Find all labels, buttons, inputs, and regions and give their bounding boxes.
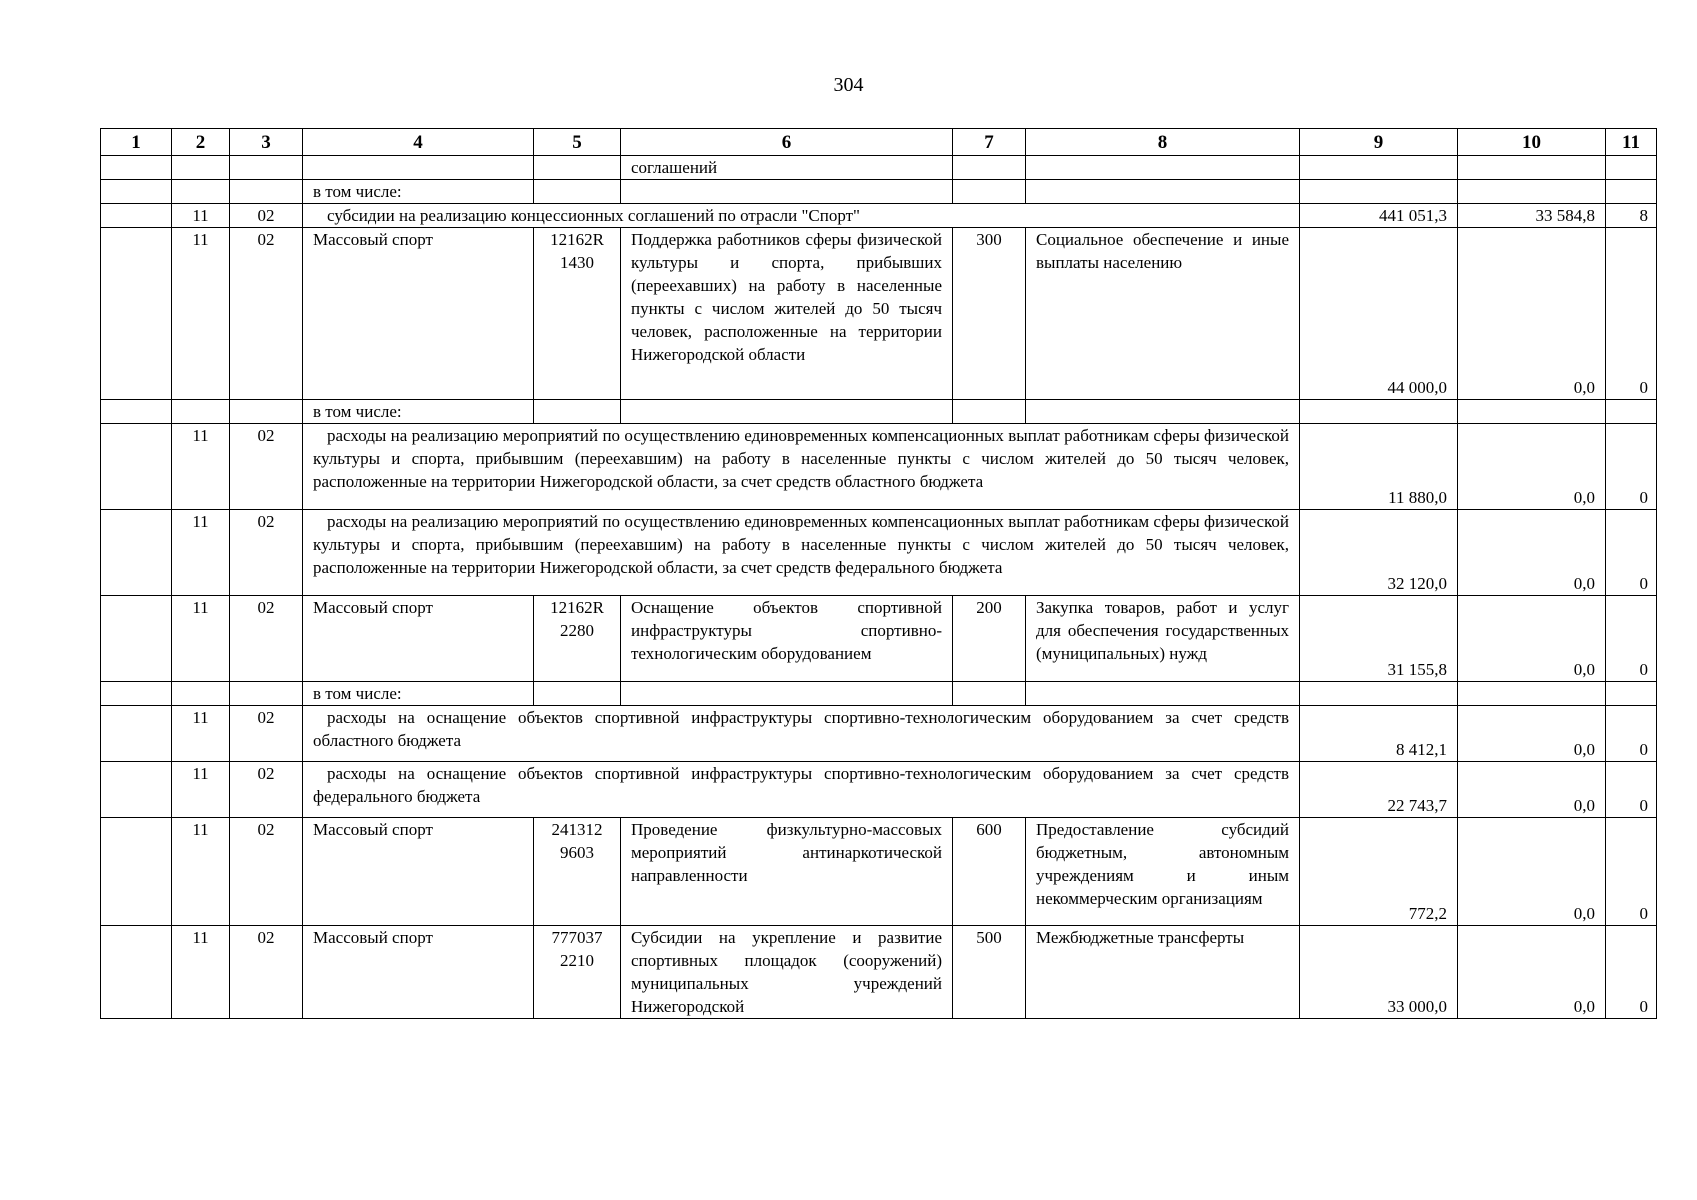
- header-cell: 10: [1458, 129, 1606, 156]
- cell-empty: [101, 818, 172, 926]
- cell-amount: 0: [1606, 818, 1657, 926]
- cell-amount: 0,0: [1458, 424, 1606, 510]
- cell-section: 11: [172, 424, 230, 510]
- cell-section: 11: [172, 228, 230, 400]
- cell-name: Массовый спорт: [303, 926, 534, 1019]
- table-row: [101, 510, 1657, 596]
- cell-amount: 44 000,0: [1300, 228, 1458, 400]
- cell-empty: [1026, 180, 1300, 204]
- cell-expense-type: 500: [953, 926, 1026, 1019]
- cell-expense-type: 300: [953, 228, 1026, 400]
- cell-description: соглашений: [621, 156, 953, 180]
- header-cell: 7: [953, 129, 1026, 156]
- cell-description: Проведение физкультурно-массовых мероприятий антинаркотической направленности: [621, 818, 953, 926]
- table-row: [101, 706, 1657, 762]
- cell-amount: 11 880,0: [1300, 424, 1458, 510]
- header-cell: 3: [230, 129, 303, 156]
- cell-section: 11: [172, 818, 230, 926]
- cell-empty: [1606, 682, 1657, 706]
- table-row: [101, 180, 1657, 204]
- cell-subsection: 02: [230, 926, 303, 1019]
- cell-name: Массовый спорт: [303, 596, 534, 682]
- cell-empty: [1458, 400, 1606, 424]
- cell-amount: 33 584,8: [1458, 204, 1606, 228]
- cell-amount: 0,0: [1458, 596, 1606, 682]
- cell-subsection: 02: [230, 204, 303, 228]
- table-row: [101, 400, 1657, 424]
- cell-empty: [534, 682, 621, 706]
- table-row: [101, 228, 1657, 400]
- cell-name: Массовый спорт: [303, 818, 534, 926]
- cell-empty: [172, 180, 230, 204]
- cell-empty: [1026, 682, 1300, 706]
- cell-amount: 0,0: [1458, 510, 1606, 596]
- cell-empty: [621, 180, 953, 204]
- cell-description: Поддержка работников сферы физической культуры и спорта, прибывших (переехавших) на работу в населенные пункты с числом жителей до 50 тысяч человек, расположенные на территории Нижегородской области: [621, 228, 953, 400]
- cell-expense-description: расходы на оснащение объектов спортивной инфраструктуры спортивно-технологическим оборудованием за счет средств федерального бюджета: [303, 762, 1300, 818]
- cell-empty: [1458, 682, 1606, 706]
- cell-amount: 0: [1606, 228, 1657, 400]
- cell-empty: [1026, 400, 1300, 424]
- cell-amount: 772,2: [1300, 818, 1458, 926]
- cell-subsection: 02: [230, 510, 303, 596]
- cell-empty: [1300, 180, 1458, 204]
- cell-subsection: 02: [230, 706, 303, 762]
- cell-expense-type-name: Закупка товаров, работ и услуг для обеспечения государственных (муниципальных) нужд: [1026, 596, 1300, 682]
- header-cell: 5: [534, 129, 621, 156]
- cell-amount: 8: [1606, 204, 1657, 228]
- cell-amount: 0,0: [1458, 762, 1606, 818]
- cell-empty: [172, 682, 230, 706]
- cell-empty: [303, 156, 534, 180]
- cell-amount: 0: [1606, 510, 1657, 596]
- header-cell: 9: [1300, 129, 1458, 156]
- cell-empty: [101, 762, 172, 818]
- cell-amount: 22 743,7: [1300, 762, 1458, 818]
- table-row: [101, 156, 1657, 180]
- table-row: [101, 762, 1657, 818]
- table-row: [101, 926, 1657, 1019]
- cell-subsection: 02: [230, 228, 303, 400]
- cell-empty: [534, 180, 621, 204]
- cell-expense-type-name: Предоставление субсидий бюджетным, автономным учреждениям и иным некоммерческим организациям: [1026, 818, 1300, 926]
- cell-empty: [1458, 180, 1606, 204]
- cell-empty: [1458, 156, 1606, 180]
- cell-empty: [230, 156, 303, 180]
- cell-amount: 0: [1606, 926, 1657, 1019]
- cell-amount: 0: [1606, 596, 1657, 682]
- cell-expense-description: субсидии на реализацию концессионных соглашений по отрасли "Спорт": [303, 204, 1300, 228]
- cell-amount: 33 000,0: [1300, 926, 1458, 1019]
- cell-empty: [1606, 400, 1657, 424]
- table-row: [101, 424, 1657, 510]
- header-cell: 2: [172, 129, 230, 156]
- cell-empty: [101, 706, 172, 762]
- cell-empty: [621, 400, 953, 424]
- cell-amount: 0: [1606, 706, 1657, 762]
- cell-subsection: 02: [230, 424, 303, 510]
- cell-amount: 0,0: [1458, 228, 1606, 400]
- cell-name: Массовый спорт: [303, 228, 534, 400]
- header-row: [101, 129, 1657, 156]
- header-cell: 4: [303, 129, 534, 156]
- cell-expense-type-name: Социальное обеспечение и иные выплаты населению: [1026, 228, 1300, 400]
- cell-section: 11: [172, 926, 230, 1019]
- cell-empty: [1606, 156, 1657, 180]
- cell-section: 11: [172, 762, 230, 818]
- cell-empty: [953, 400, 1026, 424]
- cell-expense-description: расходы на оснащение объектов спортивной инфраструктуры спортивно-технологическим оборудованием за счет средств областного бюджета: [303, 706, 1300, 762]
- cell-note: в том числе:: [303, 180, 534, 204]
- cell-note: в том числе:: [303, 682, 534, 706]
- cell-empty: [101, 510, 172, 596]
- table-row: [101, 596, 1657, 682]
- header-cell: 1: [101, 129, 172, 156]
- cell-amount: 32 120,0: [1300, 510, 1458, 596]
- page-number: 304: [833, 74, 864, 96]
- cell-target-code: 241312 9603: [534, 818, 621, 926]
- cell-empty: [172, 156, 230, 180]
- budget-table: [100, 128, 1657, 1019]
- cell-target-code: 12162R 2280: [534, 596, 621, 682]
- cell-empty: [534, 400, 621, 424]
- cell-note: в том числе:: [303, 400, 534, 424]
- table-row: [101, 204, 1657, 228]
- cell-amount: 0,0: [1458, 926, 1606, 1019]
- cell-section: 11: [172, 596, 230, 682]
- cell-description: Оснащение объектов спортивной инфраструктуры спортивно-технологическим оборудованием: [621, 596, 953, 682]
- cell-empty: [230, 180, 303, 204]
- cell-empty: [230, 682, 303, 706]
- cell-empty: [101, 682, 172, 706]
- cell-section: 11: [172, 510, 230, 596]
- header-cell: 11: [1606, 129, 1657, 156]
- cell-expense-type: 200: [953, 596, 1026, 682]
- cell-subsection: 02: [230, 818, 303, 926]
- cell-empty: [953, 156, 1026, 180]
- cell-expense-type: 600: [953, 818, 1026, 926]
- cell-amount: 0: [1606, 424, 1657, 510]
- cell-empty: [101, 156, 172, 180]
- cell-empty: [1606, 180, 1657, 204]
- cell-expense-description: расходы на реализацию мероприятий по осуществлению единовременных компенсационных выплат работникам сферы физической культуры и спорта, прибывшим (переехавшим) на работу в населенные пункты с числом жителей до 50 тысяч человек, расположенные на территории Нижегородской области, за счет средств областного бюджета: [303, 424, 1300, 510]
- header-cell: 6: [621, 129, 953, 156]
- cell-empty: [101, 204, 172, 228]
- cell-empty: [101, 180, 172, 204]
- cell-empty: [953, 682, 1026, 706]
- cell-target-code: 12162R 1430: [534, 228, 621, 400]
- cell-empty: [1300, 156, 1458, 180]
- cell-empty: [1300, 682, 1458, 706]
- cell-empty: [101, 228, 172, 400]
- cell-empty: [1300, 400, 1458, 424]
- cell-section: 11: [172, 706, 230, 762]
- cell-expense-type-name: Межбюджетные трансферты: [1026, 926, 1300, 1019]
- cell-description: Субсидии на укрепление и развитие спортивных площадок (сооружений) муниципальных учреждений Нижегородской: [621, 926, 953, 1019]
- cell-empty: [172, 400, 230, 424]
- cell-subsection: 02: [230, 596, 303, 682]
- table-row: [101, 682, 1657, 706]
- header-cell: 8: [1026, 129, 1300, 156]
- cell-empty: [101, 596, 172, 682]
- cell-empty: [101, 926, 172, 1019]
- cell-expense-description: расходы на реализацию мероприятий по осуществлению единовременных компенсационных выплат работникам сферы физической культуры и спорта, прибывшим (переехавшим) на работу в населенные пункты с числом жителей до 50 тысяч человек, расположенные на территории Нижегородской области, за счет средств федерального бюджета: [303, 510, 1300, 596]
- cell-section: 11: [172, 204, 230, 228]
- cell-amount: 441 051,3: [1300, 204, 1458, 228]
- cell-amount: 8 412,1: [1300, 706, 1458, 762]
- cell-empty: [534, 156, 621, 180]
- cell-amount: 0,0: [1458, 706, 1606, 762]
- cell-amount: 0: [1606, 762, 1657, 818]
- cell-empty: [953, 180, 1026, 204]
- cell-empty: [230, 400, 303, 424]
- cell-empty: [621, 682, 953, 706]
- cell-amount: 31 155,8: [1300, 596, 1458, 682]
- table-row: [101, 818, 1657, 926]
- cell-empty: [101, 400, 172, 424]
- cell-subsection: 02: [230, 762, 303, 818]
- cell-empty: [101, 424, 172, 510]
- cell-empty: [1026, 156, 1300, 180]
- cell-amount: 0,0: [1458, 818, 1606, 926]
- cell-target-code: 777037 2210: [534, 926, 621, 1019]
